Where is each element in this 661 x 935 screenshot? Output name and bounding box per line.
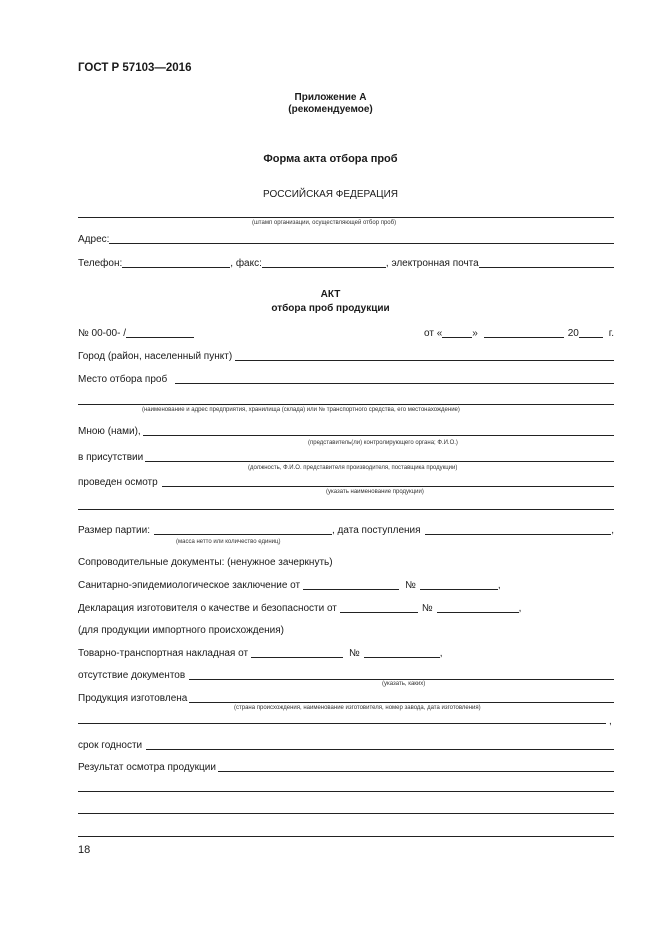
result-row — [78, 762, 614, 774]
import-row — [78, 625, 614, 637]
sanitary-row — [78, 580, 614, 592]
email-field[interactable] — [479, 267, 614, 268]
absence-row — [78, 670, 614, 682]
shelf-label: срок годности — [78, 740, 143, 751]
sanitary-comma: , — [497, 580, 501, 591]
by-me-field[interactable] — [143, 435, 614, 436]
made-row — [78, 693, 614, 705]
phone-field[interactable] — [122, 267, 230, 268]
waybill-no-label: № — [349, 648, 360, 659]
waybill-row — [78, 648, 614, 660]
declaration-no-label: № — [421, 603, 433, 614]
date-month-field[interactable] — [484, 337, 564, 338]
lot-label: Размер партии: — [78, 525, 150, 536]
made-field-2[interactable] — [78, 723, 606, 724]
docs-row — [78, 557, 614, 569]
act-number-label: № 00-00- / — [78, 328, 126, 339]
waybill-comma: , — [439, 648, 443, 659]
address-label: Адрес: — [78, 234, 110, 245]
act-number-row — [78, 328, 194, 340]
place-field-2[interactable] — [78, 404, 614, 405]
sanitary-number-field[interactable] — [420, 589, 498, 590]
place-field[interactable] — [175, 383, 614, 384]
made-comma: , — [609, 716, 612, 727]
date-open-quote: от « — [424, 328, 443, 339]
appendix-subtitle: (рекомендуемое) — [288, 104, 373, 115]
waybill-date-field[interactable] — [251, 657, 343, 658]
appendix-title: Приложение А — [294, 92, 367, 103]
declaration-row — [78, 603, 614, 615]
stamp-hint: (штамп организации, осуществляющей отбор проб) — [252, 220, 397, 226]
contacts-row — [78, 258, 614, 270]
address-field[interactable] — [109, 243, 614, 244]
city-field[interactable] — [235, 360, 614, 361]
declaration-comma: , — [518, 603, 522, 614]
act-title: АКТ — [320, 289, 341, 300]
declaration-number-field[interactable] — [437, 612, 519, 613]
act-subtitle: отбора проб продукции — [271, 303, 390, 314]
fax-field[interactable] — [262, 267, 386, 268]
date-year-prefix: 20 — [567, 328, 579, 339]
shelf-field[interactable] — [146, 749, 614, 750]
fax-label: , факс: — [230, 258, 262, 269]
sanitary-date-field[interactable] — [303, 589, 399, 590]
arrival-label: , дата поступления — [332, 525, 421, 536]
result-field[interactable] — [218, 771, 614, 772]
country-name: РОССИЙСКАЯ ФЕДЕРАЦИЯ — [263, 189, 398, 200]
result-field-2[interactable] — [78, 791, 614, 792]
document-code: ГОСТ Р 57103—2016 — [78, 62, 192, 74]
result-label: Результат осмотра продукции — [78, 762, 216, 773]
act-date-row — [424, 328, 614, 340]
city-label: Город (район, населенный пункт) — [78, 351, 233, 362]
inspection-hint: (указать наименование продукции) — [326, 489, 424, 495]
lot-row-comma: , — [611, 525, 614, 536]
page-number: 18 — [78, 844, 91, 856]
made-label: Продукция изготовлена — [78, 693, 188, 704]
date-day-field[interactable] — [442, 337, 472, 338]
stamp-line[interactable] — [78, 217, 614, 218]
email-label: , электронная почта — [385, 258, 479, 269]
absence-field[interactable] — [189, 679, 614, 680]
by-me-hint: (представитель(ли) контролирующего органа; Ф.И.О.) — [308, 440, 458, 446]
by-me-row — [78, 426, 614, 438]
presence-field[interactable] — [145, 461, 614, 462]
sanitary-label: Санитарно-эпидемиологическое заключение от — [78, 580, 301, 591]
act-number-field[interactable] — [126, 337, 194, 338]
presence-label: в присутствии — [78, 452, 144, 463]
lot-field[interactable] — [154, 534, 332, 535]
place-hint: (наименование и адрес предприятия, хранилища (склада) или № транспортного средства, его местонахождение) — [142, 407, 460, 413]
date-year-field[interactable] — [579, 337, 603, 338]
place-label: Место отбора проб — [78, 374, 168, 385]
waybill-number-field[interactable] — [364, 657, 440, 658]
shelf-row — [78, 740, 614, 752]
absence-hint: (указать, каких) — [382, 681, 426, 687]
declaration-label: Декларация изготовителя о качестве и безопасности от — [78, 603, 337, 614]
place-row — [78, 374, 614, 386]
lot-hint: (масса нетто или количество единиц) — [176, 539, 281, 545]
arrival-field[interactable] — [425, 534, 612, 535]
made-hint: (страна происхождения, наименование изготовителя, номер завода, дата изготовления) — [234, 705, 481, 711]
import-label: (для продукции импортного происхождения) — [78, 625, 285, 636]
result-field-3[interactable] — [78, 813, 614, 814]
presence-row — [78, 452, 614, 464]
docs-label: Сопроводительные документы: (ненужное зачеркнуть) — [78, 557, 333, 568]
date-year-suffix: г. — [608, 328, 615, 339]
city-row — [78, 351, 614, 363]
presence-hint: (должность, Ф.И.О. представителя производителя, поставщика продукции) — [248, 465, 458, 471]
waybill-label: Товарно-транспортная накладная от — [78, 648, 249, 659]
declaration-date-field[interactable] — [340, 612, 418, 613]
lot-row — [78, 525, 614, 537]
date-close-quote: » — [472, 328, 478, 339]
inspection-row — [78, 477, 614, 489]
result-field-4[interactable] — [78, 836, 614, 837]
by-me-label: Мною (нами), — [78, 426, 141, 437]
address-row — [78, 234, 614, 246]
phone-label: Телефон: — [78, 258, 123, 269]
absence-label: отсутствие документов — [78, 670, 186, 681]
made-field[interactable] — [189, 702, 614, 703]
form-title: Форма акта отбора проб — [263, 153, 398, 165]
inspection-field[interactable] — [162, 486, 614, 487]
inspection-field-2[interactable] — [78, 509, 614, 510]
inspection-label: проведен осмотр — [78, 477, 158, 488]
sanitary-no-label: № — [405, 580, 416, 591]
